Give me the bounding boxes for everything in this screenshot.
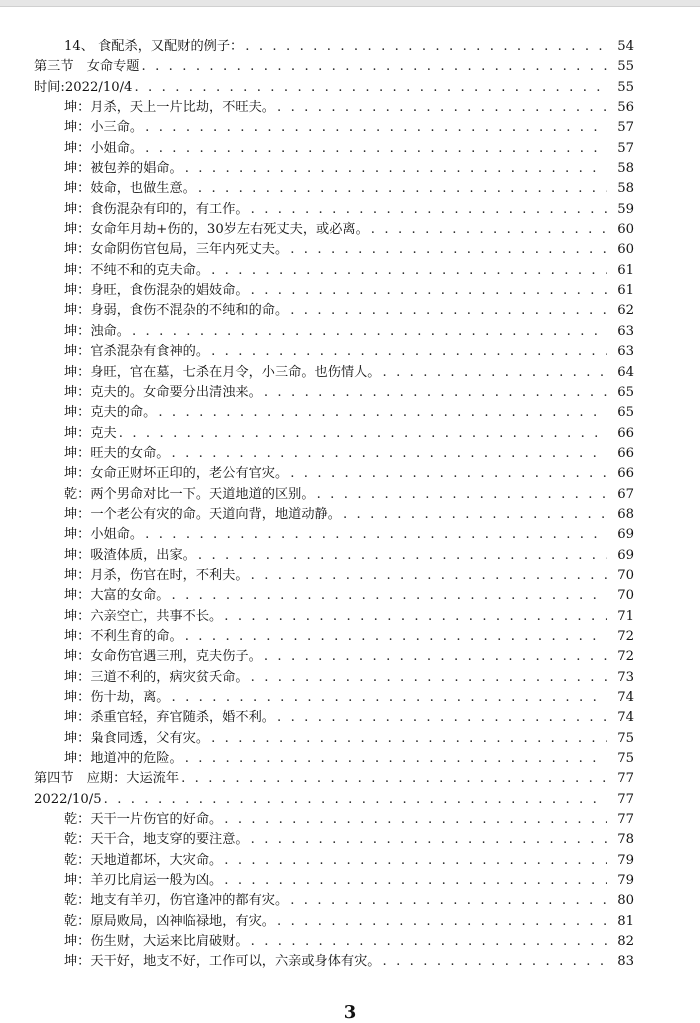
toc-entry-title: 坤：食伤混杂有印的，有工作。 — [64, 201, 249, 217]
toc-entry-line — [64, 281, 634, 301]
toc-entry-line — [64, 464, 634, 484]
toc-entry-page: 74 — [607, 688, 634, 708]
toc-entry[interactable] — [0, 749, 700, 769]
toc-entry-page: 79 — [607, 871, 634, 891]
toc-entry[interactable] — [0, 830, 700, 850]
toc-dot-leader — [183, 749, 634, 769]
toc-entry-title: 乾：天干合，地支穿的要注意。 — [64, 832, 249, 848]
toc-entry-title: 坤：妓命，也做生意。 — [64, 181, 196, 197]
toc-dot-leader — [209, 729, 634, 749]
toc-dot-leader — [249, 932, 634, 952]
toc-entry[interactable] — [0, 688, 700, 708]
toc-entry-page: 77 — [607, 810, 634, 830]
toc-entry-title: 坤：伤十劫，离。 — [64, 690, 170, 705]
toc-dot-leader — [288, 464, 634, 484]
toc-entry-page: 57 — [607, 139, 634, 159]
toc-entry-line — [64, 383, 634, 403]
toc-entry-title: 坤：小姐命。 — [64, 527, 144, 543]
toc-entry[interactable] — [0, 179, 700, 199]
toc-entry[interactable] — [0, 485, 700, 505]
toc-entry-title: 坤：身旺，官在墓，七杀在月令，小三命。也伤情人。 — [64, 364, 381, 380]
toc-dot-leader — [341, 505, 634, 525]
toc-entry-line — [34, 78, 634, 98]
toc-entry-title: 坤：克夫的命。 — [64, 405, 157, 421]
toc-dot-leader — [179, 769, 634, 789]
toc-dot-leader — [288, 891, 634, 911]
toc-dot-leader — [262, 647, 634, 667]
toc-entry-title: 坤：枭食同透，父有灾。 — [64, 730, 210, 746]
toc-entry-title: 坤：羊刃比肩运一般为凶。 — [64, 873, 223, 889]
toc-entry-title: 坤：女命年月劫+伤的，30岁左右死丈夫，或必离。 — [64, 222, 369, 238]
toc-entry[interactable] — [0, 240, 700, 260]
toc-entry[interactable] — [0, 301, 700, 321]
toc-dot-leader — [381, 363, 635, 383]
toc-entry-line — [64, 688, 634, 708]
toc-dot-leader — [249, 830, 634, 850]
viewer-top-edge — [0, 0, 700, 7]
toc-entry-page: 63 — [607, 342, 634, 362]
toc-entry-page: 55 — [607, 57, 634, 77]
toc-entry[interactable] — [0, 525, 700, 545]
toc-dot-leader — [262, 383, 634, 403]
toc-entry[interactable] — [0, 98, 700, 118]
toc-entry[interactable] — [0, 952, 700, 972]
toc-entry-page: 65 — [607, 403, 634, 423]
toc-entry-title: 坤：三道不利的，病灾贫夭命。 — [64, 669, 249, 685]
toc-entry-page: 64 — [607, 363, 634, 383]
toc-entry-title: 坤：克夫 — [64, 425, 117, 441]
toc-entry-line — [64, 485, 634, 505]
toc-entry[interactable] — [0, 790, 700, 810]
toc-entry-page: 65 — [607, 383, 634, 403]
toc-entry-line — [64, 749, 634, 769]
toc-dot-leader — [183, 627, 634, 647]
toc-entry-page: 58 — [607, 179, 634, 199]
toc-entry[interactable] — [0, 57, 700, 77]
toc-entry-title: 坤：浊命。 — [64, 323, 130, 339]
toc-entry-title: 坤：不利生育的命。 — [64, 628, 183, 644]
toc-entry-title: 坤：女命伤官遇三刑，克夫伤子。 — [64, 649, 262, 665]
toc-entry[interactable] — [0, 932, 700, 952]
toc-entry-page: 66 — [607, 464, 634, 484]
toc-entry-line — [34, 769, 634, 789]
toc-entry-title: 坤：官杀混杂有食神的。 — [64, 344, 210, 360]
toc-entry-line — [64, 139, 634, 159]
toc-entry-line — [64, 871, 634, 891]
toc-entry-line — [64, 912, 634, 932]
toc-entry-line — [34, 57, 634, 77]
toc-entry-line — [64, 546, 634, 566]
toc-entry-line — [64, 810, 634, 830]
toc-dot-leader — [170, 688, 635, 708]
toc-dot-leader — [143, 139, 634, 159]
toc-entry-title: 坤：旺夫的女命。 — [64, 445, 170, 461]
toc-entry-line — [64, 342, 634, 362]
toc-entry[interactable] — [0, 261, 700, 281]
toc-entry-page: 82 — [607, 932, 634, 952]
toc-entry[interactable] — [0, 363, 700, 383]
toc-entry-title: 坤：克夫的。女命要分出清浊来。 — [64, 384, 262, 400]
toc-dot-leader — [381, 952, 635, 972]
toc-entry-page: 83 — [607, 952, 634, 972]
toc-entry-page: 73 — [607, 668, 634, 688]
toc-dot-leader — [170, 444, 635, 464]
toc-entry-page: 71 — [607, 607, 634, 627]
toc-entry[interactable] — [0, 464, 700, 484]
toc-entry-page: 58 — [607, 159, 634, 179]
toc-entry-title: 时间:2022/10/4 — [34, 79, 133, 95]
toc-dot-leader — [249, 668, 634, 688]
toc-entry[interactable] — [0, 708, 700, 728]
toc-dot-leader — [315, 485, 634, 505]
toc-entry[interactable] — [0, 444, 700, 464]
toc-dot-leader — [249, 281, 634, 301]
toc-entry-title: 第四节 应期：大运流年 — [34, 771, 180, 787]
toc-entry-line — [64, 322, 634, 342]
toc-entry-line — [64, 240, 634, 260]
toc-entry-title: 坤：女命正财坏正印的，老公有官灾。 — [64, 466, 289, 482]
toc-entry-page: 67 — [607, 485, 634, 505]
toc-entry-page: 55 — [607, 78, 634, 98]
toc-entry[interactable] — [0, 159, 700, 179]
toc-entry-page: 72 — [607, 647, 634, 667]
toc-entry-title: 乾：天干一片伤官的好命。 — [64, 812, 223, 828]
toc-entry-title: 坤：杀重官轻，弃官随杀，婚不利。 — [64, 710, 275, 726]
toc-entry-line — [64, 932, 634, 952]
toc-entry-line — [64, 566, 634, 586]
toc-dot-leader — [222, 607, 634, 627]
toc-entry-page: 54 — [607, 37, 634, 57]
toc-entry-page: 61 — [607, 261, 634, 281]
toc-entry-title: 坤：身弱，食伤不混杂的不纯和的命。 — [64, 303, 289, 319]
toc-dot-leader — [209, 342, 634, 362]
toc-entry-title: 坤：被包养的娼命。 — [64, 161, 183, 177]
toc-entry-line — [64, 708, 634, 728]
toc-entry-line — [64, 444, 634, 464]
toc-entry-page: 61 — [607, 281, 634, 301]
toc-entry-title: 乾：地支有羊刃，伤官逢冲的都有灾。 — [64, 893, 289, 909]
toc-entry-title: 2022/10/5 — [34, 791, 102, 807]
toc-entry-page: 75 — [607, 729, 634, 749]
toc-entry-line — [34, 790, 634, 810]
toc-entry[interactable] — [0, 505, 700, 525]
toc-entry[interactable] — [0, 546, 700, 566]
toc-entry-line — [64, 830, 634, 850]
toc-entry-line — [64, 261, 634, 281]
toc-dot-leader — [143, 118, 634, 138]
toc-entry[interactable] — [0, 383, 700, 403]
toc-entry-page: 60 — [607, 240, 634, 260]
toc-entry-page: 77 — [607, 790, 634, 810]
toc-dot-leader — [156, 403, 634, 423]
table-of-contents — [0, 37, 700, 973]
toc-entry-page: 78 — [607, 830, 634, 850]
toc-entry-line — [64, 301, 634, 321]
toc-entry-line — [64, 647, 634, 667]
toc-entry-title: 坤：不纯不和的克夫命。 — [64, 262, 210, 278]
toc-dot-leader — [222, 851, 634, 871]
toc-entry-line — [64, 200, 634, 220]
toc-entry-line — [64, 363, 634, 383]
toc-dot-leader — [209, 261, 634, 281]
toc-dot-leader — [275, 912, 634, 932]
toc-entry-line — [64, 403, 634, 423]
toc-dot-leader — [249, 566, 634, 586]
toc-entry-page: 70 — [607, 586, 634, 606]
toc-entry-page: 79 — [607, 851, 634, 871]
toc-entry[interactable] — [0, 627, 700, 647]
toc-entry-title: 坤：吸渣体质，出家。 — [64, 547, 196, 563]
toc-entry[interactable] — [0, 281, 700, 301]
toc-entry-title: 乾：两个男命对比一下。天道地道的区别。 — [64, 486, 315, 502]
toc-entry-line — [64, 891, 634, 911]
toc-entry-page: 75 — [607, 749, 634, 769]
toc-entry-title: 坤：身旺，食伤混杂的娼妓命。 — [64, 283, 249, 299]
toc-entry[interactable] — [0, 769, 700, 789]
toc-entry[interactable] — [0, 322, 700, 342]
toc-dot-leader — [222, 871, 634, 891]
toc-entry[interactable] — [0, 647, 700, 667]
toc-dot-leader — [288, 240, 634, 260]
toc-entry-line — [64, 98, 634, 118]
toc-entry[interactable] — [0, 729, 700, 749]
toc-dot-leader — [140, 57, 635, 77]
toc-dot-leader — [249, 200, 634, 220]
toc-entry-title: 坤：女命阴伤官包局，三年内死丈夫。 — [64, 242, 289, 258]
toc-entry[interactable] — [0, 342, 700, 362]
toc-entry[interactable] — [0, 668, 700, 688]
toc-entry-page: 62 — [607, 301, 634, 321]
toc-entry-title: 坤：一个老公有灾的命。天道向背，地道动静。 — [64, 506, 341, 522]
toc-entry-page: 77 — [607, 769, 634, 789]
toc-dot-leader — [183, 159, 634, 179]
page-number: 3 — [343, 1002, 357, 1023]
toc-entry[interactable] — [0, 118, 700, 138]
toc-entry-title: 坤：地道冲的危险。 — [64, 751, 183, 767]
toc-entry[interactable] — [0, 871, 700, 891]
toc-entry-line — [64, 159, 634, 179]
toc-entry-page: 63 — [607, 322, 634, 342]
toc-entry[interactable] — [0, 37, 700, 57]
toc-entry-page: 74 — [607, 708, 634, 728]
toc-entry-title: 14、 食配杀，又配财的例子： — [64, 39, 244, 54]
toc-entry-page: 59 — [607, 200, 634, 220]
toc-entry-title: 坤：伤生财，大运来比肩破财。 — [64, 934, 249, 950]
toc-dot-leader — [222, 810, 634, 830]
toc-entry-title: 坤：六亲空亡，共事不长。 — [64, 608, 223, 624]
toc-entry-line — [64, 668, 634, 688]
toc-entry-page: 70 — [607, 566, 634, 586]
toc-entry-line — [64, 424, 634, 444]
toc-dot-leader — [130, 322, 634, 342]
toc-entry-title: 坤：小三命。 — [64, 120, 144, 136]
toc-entry-line — [64, 607, 634, 627]
toc-entry-line — [64, 505, 634, 525]
toc-entry[interactable] — [0, 403, 700, 423]
toc-entry-page: 69 — [607, 546, 634, 566]
toc-dot-leader — [102, 790, 634, 810]
toc-entry-page: 81 — [607, 912, 634, 932]
toc-entry-line — [64, 118, 634, 138]
toc-entry-page: 56 — [607, 98, 634, 118]
toc-entry-page: 57 — [607, 118, 634, 138]
toc-entry[interactable] — [0, 78, 700, 98]
toc-dot-leader — [369, 220, 634, 240]
toc-entry[interactable] — [0, 851, 700, 871]
toc-entry[interactable] — [0, 891, 700, 911]
toc-entry-title: 坤：天干好，地支不好，工作可以，六亲或身体有灾。 — [64, 954, 381, 970]
toc-dot-leader — [275, 708, 634, 728]
toc-entry[interactable] — [0, 200, 700, 220]
toc-entry-line — [64, 729, 634, 749]
toc-entry-page: 60 — [607, 220, 634, 240]
toc-entry-line — [64, 952, 634, 972]
toc-entry-page: 66 — [607, 424, 634, 444]
toc-entry-title: 乾：天地道都坏，大灾命。 — [64, 852, 223, 868]
toc-entry-line — [64, 586, 634, 606]
toc-dot-leader — [243, 37, 634, 57]
toc-entry-title: 坤：月杀，伤官在时，不利夫。 — [64, 567, 249, 583]
toc-entry-line — [64, 179, 634, 199]
toc-dot-leader — [275, 98, 634, 118]
toc-dot-leader — [288, 301, 634, 321]
toc-entry[interactable] — [0, 586, 700, 606]
toc-dot-leader — [170, 586, 635, 606]
toc-entry-line — [64, 220, 634, 240]
toc-dot-leader — [132, 78, 634, 98]
toc-entry[interactable] — [0, 607, 700, 627]
toc-entry-title: 坤：月杀，天上一片比劫，不旺夫。 — [64, 100, 275, 116]
toc-dot-leader — [143, 525, 634, 545]
toc-entry-title: 乾：原局败局，凶神临禄地，有灾。 — [64, 913, 275, 929]
toc-dot-leader — [196, 546, 634, 566]
toc-entry-page: 66 — [607, 444, 634, 464]
toc-entry[interactable] — [0, 220, 700, 240]
toc-entry-line — [64, 627, 634, 647]
toc-entry-page: 68 — [607, 505, 634, 525]
toc-entry[interactable] — [0, 424, 700, 444]
toc-entry[interactable] — [0, 912, 700, 932]
toc-entry[interactable] — [0, 139, 700, 159]
toc-entry-line — [64, 37, 634, 57]
toc-entry[interactable] — [0, 810, 700, 830]
toc-entry-page: 72 — [607, 627, 634, 647]
toc-entry[interactable] — [0, 566, 700, 586]
toc-entry-line — [64, 525, 634, 545]
toc-entry-page: 69 — [607, 525, 634, 545]
toc-dot-leader — [196, 179, 634, 199]
toc-dot-leader — [117, 424, 634, 444]
toc-entry-line — [64, 851, 634, 871]
toc-entry-title: 第三节 女命专题 — [34, 59, 140, 75]
toc-entry-page: 80 — [607, 891, 634, 911]
toc-entry-title: 坤：小姐命。 — [64, 140, 144, 156]
toc-entry-title: 坤：大富的女命。 — [64, 588, 170, 604]
